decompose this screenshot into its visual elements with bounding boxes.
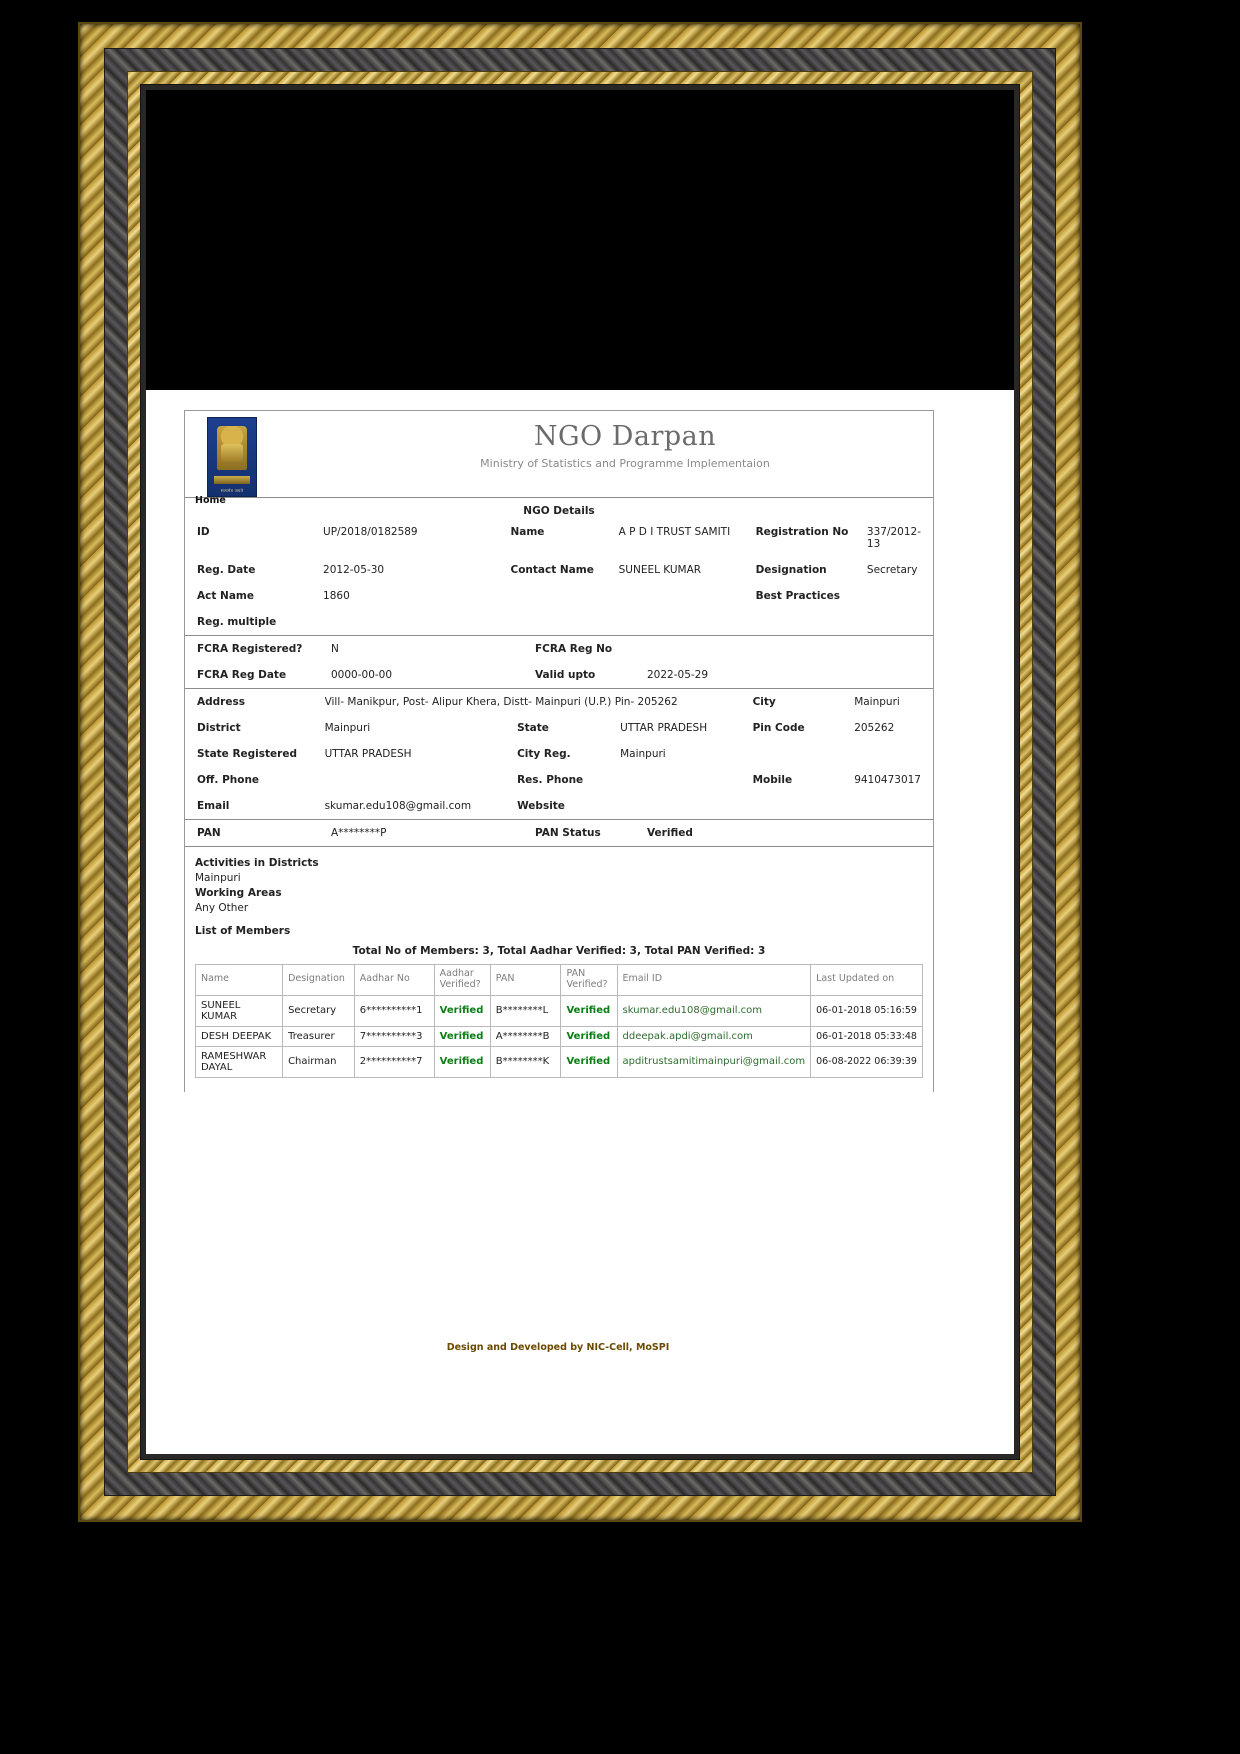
- field-label-fcra-registered: FCRA Registered?: [197, 643, 303, 655]
- member-updated: 06-01-2018 05:33:48: [811, 1026, 923, 1046]
- table-header-row: [196, 965, 923, 996]
- picture-frame-inner: [127, 71, 1033, 1473]
- field-value-state-registered: UTTAR PRADESH: [324, 748, 412, 760]
- field-value-city: Mainpuri: [854, 696, 900, 708]
- table-row: [195, 636, 923, 662]
- india-emblem-icon: [207, 417, 257, 497]
- members-table: [195, 964, 923, 1078]
- emblem-lion-capital: [217, 426, 247, 470]
- table-row: [195, 793, 923, 819]
- field-value-pin-code: 205262: [854, 722, 895, 734]
- field-value-district: Mainpuri: [324, 722, 371, 734]
- field-label-city-reg: City Reg.: [517, 748, 571, 760]
- column-header-aadhar-no: Aadhar No: [354, 965, 434, 996]
- table-row: [195, 519, 923, 557]
- column-header-aadhar-verified: Aadhar Verified?: [434, 965, 490, 996]
- field-value-address: Vill- Manikpur, Post- Alipur Khera, Distt- Mainpuri (U.P.) Pin- 205262: [324, 696, 678, 708]
- field-value-city-reg: Mainpuri: [620, 748, 666, 760]
- member-name: SUNEEL KUMAR: [196, 995, 283, 1026]
- field-value-blank-2: [617, 609, 754, 635]
- field-value-addr-blank-2: [852, 793, 923, 819]
- member-designation: Treasurer: [283, 1026, 355, 1046]
- address-section: [185, 689, 933, 819]
- field-value-res-phone: [618, 767, 750, 793]
- table-row: [195, 741, 923, 767]
- table-row: [195, 689, 923, 715]
- field-value-reg-multiple: [321, 609, 508, 635]
- site-subtitle: Ministry of Statistics and Programme Implementaion: [480, 457, 770, 470]
- field-label-valid-upto: Valid upto: [535, 669, 596, 681]
- site-title: NGO Darpan: [533, 421, 717, 452]
- member-pan: A********B: [490, 1026, 561, 1046]
- members-summary: Total No of Members: 3, Total Aadhar Verified: 3, Total PAN Verified: 3: [352, 945, 766, 957]
- pan-spacer-2: [913, 820, 923, 846]
- field-value-blank-3: [865, 609, 923, 635]
- column-header-designation: Designation: [283, 965, 355, 996]
- working-areas-title: Working Areas: [195, 887, 282, 899]
- field-value-act-name: 1860: [323, 590, 350, 602]
- table-row: [196, 1046, 923, 1077]
- member-email: apditrustsamitimainpuri@gmail.com: [617, 1046, 811, 1077]
- member-pan: B********L: [490, 995, 561, 1026]
- field-label-address: Address: [197, 696, 245, 708]
- footer-credit: Design and Developed by NIC-Cell, MoSPI: [446, 1342, 670, 1353]
- field-value-mobile: 9410473017: [854, 774, 921, 786]
- field-label-district: District: [197, 722, 241, 734]
- field-label-id: ID: [197, 526, 210, 538]
- field-label-addr-blank-2: [751, 793, 853, 819]
- member-pan-verified: Verified: [561, 995, 617, 1026]
- field-label-state-registered: State Registered: [197, 748, 297, 760]
- home-link[interactable]: Home: [195, 495, 226, 506]
- field-value-state: UTTAR PRADESH: [620, 722, 708, 734]
- field-value-designation: Secretary: [866, 564, 918, 576]
- pan-spacer-1: [799, 820, 913, 846]
- member-aadhar-verified: Verified: [434, 995, 490, 1026]
- member-email: skumar.edu108@gmail.com: [617, 995, 811, 1026]
- member-aadhar-verified: Verified: [434, 1026, 490, 1046]
- table-row: [195, 557, 923, 583]
- table-row: [195, 583, 923, 609]
- working-areas-value: Any Other: [195, 902, 249, 914]
- activities-title: Activities in Districts: [195, 857, 319, 869]
- field-value-id: UP/2018/0182589: [323, 526, 418, 538]
- member-aadhar: 6**********1: [354, 995, 434, 1026]
- field-label-mobile: Mobile: [752, 774, 793, 786]
- field-value-addr-blank: [852, 741, 923, 767]
- field-value-name: A P D I TRUST SAMITI: [618, 526, 731, 538]
- field-value-fcra-reg-date: 0000-00-00: [331, 669, 393, 681]
- table-row: [196, 995, 923, 1026]
- field-label-state: State: [517, 722, 549, 734]
- field-value-email: skumar.edu108@gmail.com: [324, 800, 472, 812]
- member-designation: Chairman: [283, 1046, 355, 1077]
- member-updated: 06-01-2018 05:16:59: [811, 995, 923, 1026]
- ngo-details-table: [195, 519, 923, 635]
- field-label-pin-code: Pin Code: [752, 722, 805, 734]
- field-label-city: City: [752, 696, 776, 708]
- table-row: [195, 715, 923, 741]
- field-label-res-phone: Res. Phone: [517, 774, 584, 786]
- fcra-section: [185, 636, 933, 688]
- table-row: [196, 1026, 923, 1046]
- field-label-fcra-blank-2: [799, 662, 913, 688]
- field-value-pan: A********P: [331, 827, 387, 839]
- field-label-registration-no: Registration No: [755, 526, 849, 538]
- field-label-name: Name: [510, 526, 545, 538]
- field-label-email: Email: [197, 800, 230, 812]
- site-title-block: [365, 421, 885, 470]
- ngo-details-section: [185, 519, 933, 635]
- field-value-fcra-reg-no: [645, 636, 799, 662]
- field-label-pan: PAN: [197, 827, 221, 839]
- picture-frame-outer: [78, 22, 1082, 1522]
- member-aadhar-verified: Verified: [434, 1046, 490, 1077]
- field-label-contact-name: Contact Name: [510, 564, 594, 576]
- footer-credit-wrap: [184, 1320, 932, 1367]
- field-label-off-phone: Off. Phone: [197, 774, 260, 786]
- column-header-email-id: Email ID: [617, 965, 811, 996]
- field-label-blank-1: [508, 583, 616, 609]
- field-label-fcra-reg-date: FCRA Reg Date: [197, 669, 287, 681]
- ngo-darpan-document: [184, 410, 934, 1092]
- field-label-fcra-reg-no: FCRA Reg No: [535, 643, 613, 655]
- field-value-contact-name: SUNEEL KUMAR: [618, 564, 702, 576]
- column-header-pan: PAN: [490, 965, 561, 996]
- document-page: [146, 90, 1014, 1454]
- field-value-valid-upto: 2022-05-29: [647, 669, 709, 681]
- table-row: [195, 767, 923, 793]
- field-label-act-name: Act Name: [197, 590, 254, 602]
- table-row: [195, 609, 923, 635]
- member-pan-verified: Verified: [561, 1046, 617, 1077]
- field-label-website: Website: [517, 800, 565, 812]
- field-value-registration-no: 337/2012-13: [866, 526, 921, 550]
- field-value-reg-date: 2012-05-30: [323, 564, 385, 576]
- field-label-addr-blank: [751, 741, 853, 767]
- status-badge-pan: Verified: [647, 827, 693, 839]
- pan-section: [185, 820, 933, 846]
- field-label-best-practices: Best Practices: [755, 590, 841, 602]
- column-header-name: Name: [196, 965, 283, 996]
- field-value-fcra-registered: N: [331, 643, 339, 655]
- document-bottom-gap: [185, 1086, 933, 1092]
- field-label-reg-date: Reg. Date: [197, 564, 256, 576]
- field-label-designation: Designation: [755, 564, 827, 576]
- field-value-best-practices: [865, 583, 923, 609]
- table-row: [195, 820, 923, 846]
- field-value-fcra-blank-2: [913, 662, 923, 688]
- field-value-fcra-blank: [913, 636, 923, 662]
- table-row: [195, 662, 923, 688]
- activities-districts: Mainpuri: [195, 872, 241, 884]
- address-table: [195, 689, 923, 819]
- fcra-table: [195, 636, 923, 688]
- member-name: DESH DEEPAK: [196, 1026, 283, 1046]
- emblem-motto-text: सत्यमेव जयते: [220, 488, 244, 493]
- ngo-details-title: NGO Details: [523, 505, 595, 517]
- field-value-website: [618, 793, 750, 819]
- member-email: ddeepak.apdi@gmail.com: [617, 1026, 811, 1046]
- field-label-blank-2: [508, 609, 616, 635]
- column-header-last-updated: Last Updated on: [811, 965, 923, 996]
- emblem-pedestal: [214, 476, 250, 484]
- member-aadhar: 2**********7: [354, 1046, 434, 1077]
- member-pan: B********K: [490, 1046, 561, 1077]
- field-label-reg-multiple: Reg. multiple: [197, 616, 277, 628]
- field-label-fcra-blank: [799, 636, 913, 662]
- document-header: [185, 410, 933, 506]
- member-name: RAMESHWAR DAYAL: [196, 1046, 283, 1077]
- member-updated: 06-08-2022 06:39:39: [811, 1046, 923, 1077]
- member-designation: Secretary: [283, 995, 355, 1026]
- member-pan-verified: Verified: [561, 1026, 617, 1046]
- picture-frame-middle: [104, 48, 1056, 1496]
- field-label-blank-3: [754, 609, 865, 635]
- column-header-pan-verified: PAN Verified?: [561, 965, 617, 996]
- field-value-off-phone: [323, 767, 516, 793]
- members-title: List of Members: [195, 925, 291, 937]
- field-value-blank-1: [617, 583, 754, 609]
- pan-table: [195, 820, 923, 846]
- member-aadhar: 7**********3: [354, 1026, 434, 1046]
- blank-top-band: [146, 90, 1014, 390]
- picture-frame-lip: [140, 84, 1020, 1460]
- field-label-pan-status: PAN Status: [535, 827, 601, 839]
